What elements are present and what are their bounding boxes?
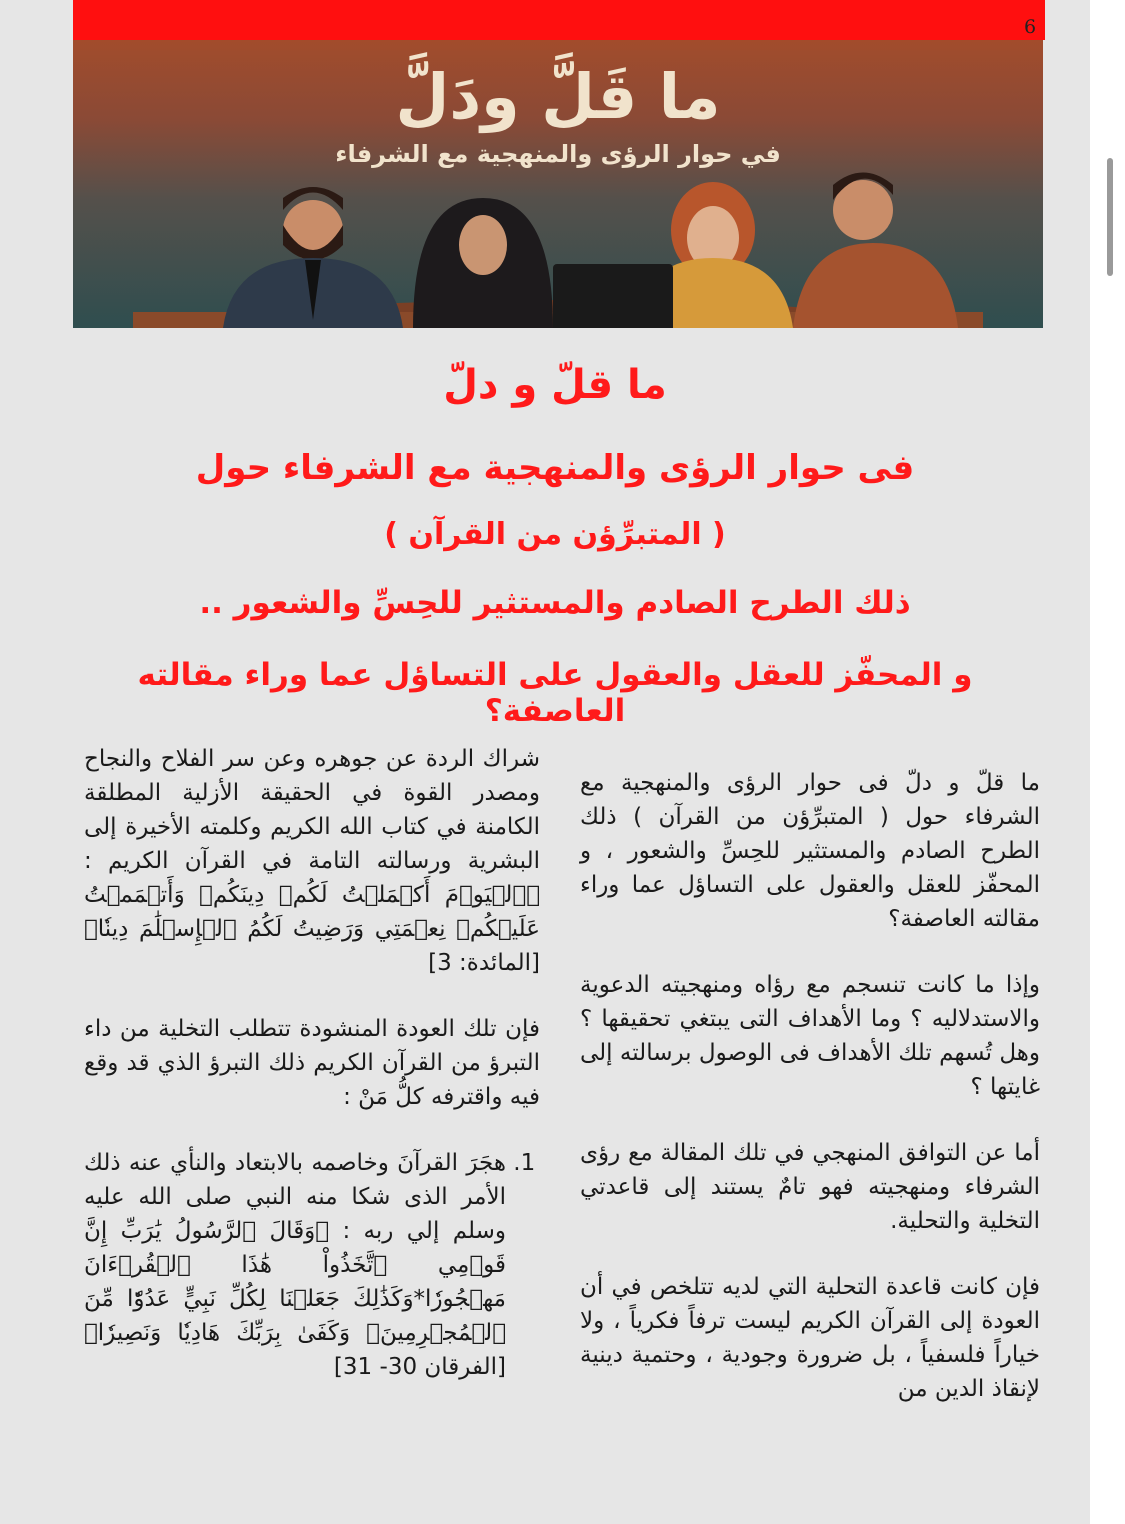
banner-subtitle: في حوار الرؤى والمنهجية مع الشرفاء [335, 140, 781, 168]
paragraph: شراك الردة عن جوهره وعن سر الفلاح والنجاح ومصدر القوة في الحقيقة الأزلية المطلقة الكامنة في كتاب الله الكريم وكلمته الأخيرة إلى البشرية ورسالته التامة في القرآن الكريم : ﴿ٱلۡيَوۡمَ أَكۡمَلۡتُ لَكُمۡ دِينَكُمۡ وَأَتۡمَمۡتُ عَلَيۡكُمۡ نِعۡمَتِي وَرَضِيتُ لَكُمُ ٱلۡإِسۡلَٰمَ دِينٗا﴾ [المائدة: 3] [84, 746, 540, 976]
banner-image [73, 40, 1043, 328]
scrollbar-thumb[interactable] [1107, 158, 1113, 276]
article-column-left [84, 742, 540, 1384]
numbered-list [84, 1146, 540, 1384]
headline-line-3: ( المتبرِّؤن من القرآن ) [384, 517, 726, 552]
person-man-right [793, 173, 958, 329]
page-number: 6 [1023, 16, 1037, 38]
banner-title: ما قَلَّ ودَلَّ [395, 60, 721, 133]
headline-title: ما قلّ و دلّ [443, 362, 667, 408]
headline-line-2: فى حوار الرؤى والمنهجية مع الشرفاء حول [195, 448, 915, 488]
article-column-right [580, 766, 1040, 1438]
paragraph: ما قلّ و دلّ فى حوار الرؤى والمنهجية مع الشرفاء حول ( المتبرِّؤن من القرآن ) ذلك الطرح الصادم والمستثير للحِسِّ والشعور ، و المحفّز للعقل والعقول على التساؤل عما وراء مقالته العاصفة؟ [580, 770, 1040, 932]
paragraph: وإذا ما كانت تنسجم مع رؤاه ومنهجيته الدعوية والاستدلاليه ؟ وما الأهداف التى يبتغي تحقيقها ؟ وهل تُسهم تلك الأهداف فى الوصول برسالته إلى غايتها ؟ [580, 972, 1040, 1100]
paragraph: أما عن التوافق المنهجي في تلك المقالة مع رؤى الشرفاء ومنهجيته فهو تامٌ يستند إلى قاعدتي التخلية والتحلية. [580, 1140, 1040, 1234]
person-man-suit [223, 187, 403, 328]
headline-line-4: ذلك الطرح الصادم والمستثير للحِسِّ والشعور .. [199, 585, 911, 621]
paragraph: فإن تلك العودة المنشودة تتطلب التخلية من داء التبرؤ من القرآن الكريم ذلك التبرؤ الذي قد وقع فيه واقترفه كلُّ مَنْ : [84, 1016, 540, 1110]
list-item: 1. هجَرَ القرآنَ وخاصمه بالابتعاد والنأي عنه ذلك الأمر الذى شكا منه النبي صلى الله عليه وسلم إلي ربه : ﴿وَقَالَ ٱلرَّسُولُ يَٰرَبِّ إِنَّ قَوۡمِي ٱتَّخَذُواْ هَٰذَا ٱلۡقُرۡءَانَ مَهۡجُورٗا*وَكَذَٰلِكَ جَعَلۡنَا لِكُلِّ نَبِيٍّ عَدُوّٗا مِّنَ ٱلۡمُجۡرِمِينَۗ وَكَفَىٰ بِرَبِّكَ هَادِيٗا وَنَصِيرٗا﴾ [الفرقان 30- 31] [84, 1146, 506, 1384]
headline-line-5: و المحفّز للعقل والعقول على التساؤل عما وراء مقالته العاصفة؟ [137, 657, 973, 729]
paragraph: فإن كانت قاعدة التحلية التي لديه تتلخص في أن العودة إلى القرآن الكريم ليست ترفاً فكرياً ، ولا خياراً فلسفياً ، بل ضرورة وجودية ، وحتمية دينية لإنقاذ الدين من [580, 1274, 1040, 1402]
person-woman-hijab [413, 198, 553, 328]
header-red-bar [73, 0, 1045, 40]
